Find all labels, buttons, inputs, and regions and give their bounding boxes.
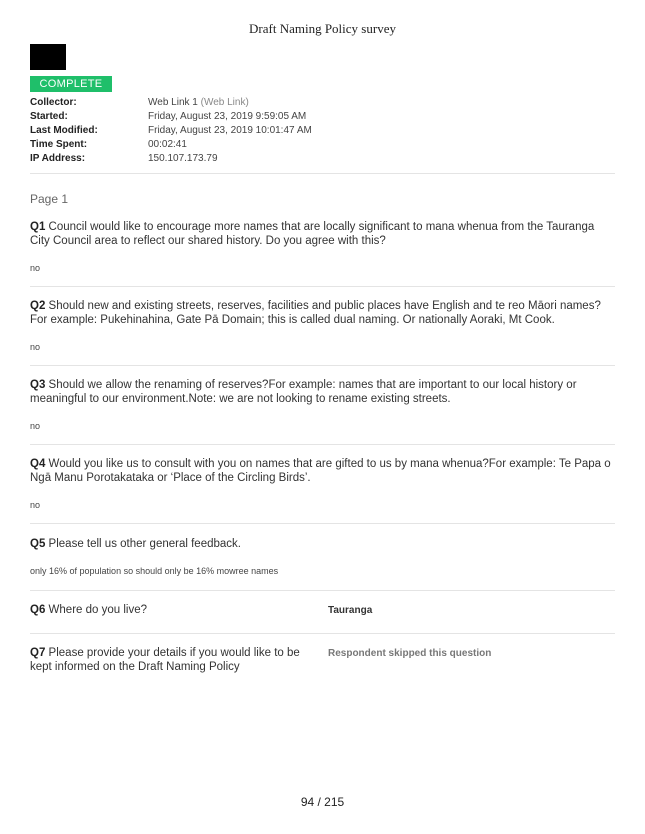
answer-2: no (30, 342, 41, 352)
question-number: Q3 (30, 379, 46, 391)
meta-row-time-spent (30, 138, 615, 152)
question-6 (30, 603, 315, 617)
meta-label: Last Modified: (30, 125, 98, 136)
answer-6: Tauranga (328, 605, 373, 616)
meta-value: Friday, August 23, 2019 10:01:47 AM (148, 125, 312, 136)
answer-3: no (30, 421, 41, 431)
question-2 (30, 299, 615, 327)
meta-label: Time Spent: (30, 139, 88, 150)
question-1 (30, 220, 615, 248)
meta-row-last-modified (30, 124, 615, 138)
question-text: Where do you live? (48, 604, 147, 616)
meta-label: Started: (30, 111, 68, 122)
page-number: 94 / 215 (300, 795, 345, 809)
question-3 (30, 378, 615, 406)
question-5 (30, 537, 615, 551)
question-text: Should new and existing streets, reserves, facilities and public places have English and te reo Māori names?For example: Pukehinahina, Gate Pā Domain; this is called dual naming. Or nationally Aoraki, Mt Cook. (30, 300, 601, 326)
answer-5: only 16% of population so should only be 16% mowree names (30, 566, 279, 576)
document-title: Draft Naming Policy survey (249, 21, 396, 36)
question-text: Council would like to encourage more names that are locally significant to mana whenua from the Tauranga City Council area to reflect our shared history. Do you agree with this? (30, 221, 595, 247)
question-number: Q4 (30, 458, 46, 470)
divider (30, 173, 615, 174)
question-number: Q7 (30, 647, 46, 659)
divider (30, 444, 615, 445)
meta-value: 150.107.173.79 (148, 153, 218, 164)
divider (30, 365, 615, 366)
meta-row-ip-address (30, 152, 615, 166)
meta-row-collector (30, 96, 615, 110)
status-badge: COMPLETE (30, 76, 112, 92)
question-number: Q5 (30, 538, 46, 550)
meta-value: 00:02:41 (148, 139, 187, 150)
question-number: Q1 (30, 221, 46, 233)
question-text: Should we allow the renaming of reserves?For example: names that are important to our local history or meaningful to our environment.Note: we are not looking to rename existing streets. (30, 379, 577, 405)
meta-value (148, 96, 249, 110)
meta-label: Collector: (30, 97, 77, 108)
answer-7-skipped: Respondent skipped this question (328, 648, 492, 659)
question-4 (30, 457, 615, 485)
divider (30, 633, 615, 634)
question-number: Q6 (30, 604, 46, 616)
page-label: Page 1 (30, 192, 69, 206)
question-text: Please provide your details if you would like to be kept informed on the Draft Naming Policy (30, 647, 300, 673)
respondent-metadata (30, 96, 615, 166)
respondent-avatar (30, 44, 66, 70)
collector-name: Web Link 1 (148, 97, 198, 108)
question-7 (30, 646, 315, 674)
meta-value: Friday, August 23, 2019 9:59:05 AM (148, 111, 307, 122)
divider (30, 590, 615, 591)
question-text: Would you like us to consult with you on names that are gifted to us by mana whenua?For example: Te Papa o Ngā Manu Porotakataka or ‘Place of the Circling Birds’. (30, 458, 611, 484)
divider (30, 523, 615, 524)
collector-type: (Web Link) (200, 97, 249, 108)
answer-4: no (30, 500, 41, 510)
divider (30, 286, 615, 287)
answer-1: no (30, 263, 41, 273)
question-number: Q2 (30, 300, 46, 312)
meta-row-started (30, 110, 615, 124)
meta-label: IP Address: (30, 153, 86, 164)
question-text: Please tell us other general feedback. (48, 538, 241, 550)
